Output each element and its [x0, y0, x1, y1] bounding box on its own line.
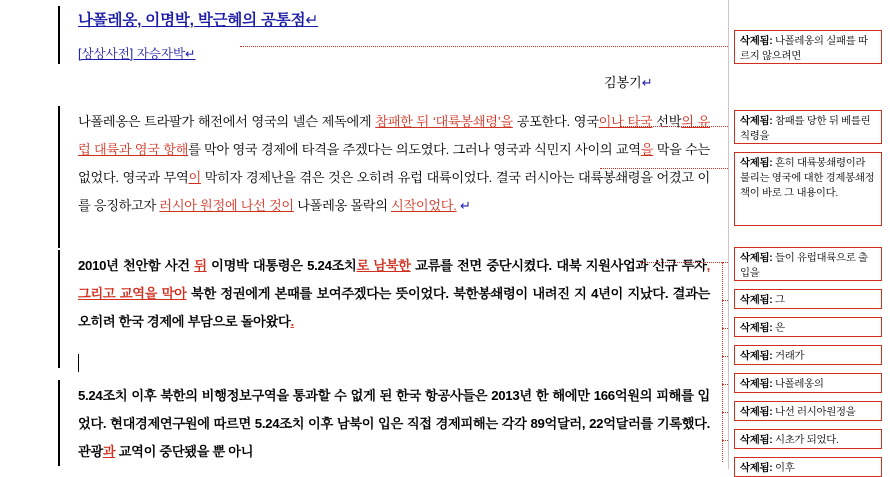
- paragraph-1: 나폴레옹은 트라팔가 해전에서 영국의 넬슨 제독에게 참패한 뒤 ‘대륙봉쇄령’을 공포한다. 영국이나 타국 선박의 유럽 대륙과 영국 항해를 막아 영국 경제에 타격을 주겠다는 의도였다. 그러나 영국과 식민지 사이의 교역을 막을 수는 없었다. 영국과 무역이 막히자 경제난을 겪은 것은 오히려 유럽 대륙이었다. 결국 러시아는 대륙봉쇄령을 어겼고 이를 응징하고자 러시아 원정에 나선 것이 나폴레옹 몰락의 시작이었다. ↵: [78, 114, 711, 213]
- revision-connector: [240, 46, 734, 47]
- revision-balloon[interactable]: 삭제됨: 그: [734, 289, 882, 309]
- author-byline: 김봉기↵: [604, 75, 653, 90]
- revision-connector: [600, 168, 734, 169]
- revision-balloon[interactable]: 삭제됨: 거래가: [734, 345, 882, 365]
- paragraph-3: 5.24조치 이후 북한의 비행정보구역을 통과할 수 없게 된 한국 항공사들은 2013년 한 해에만 166억원의 피해를 입었다. 현대경제연구원에 따르면 5.24조치 이후 남북이 입은 직접 경제피해는 각각 89억달러, 22억달러를 기록했다. 관광과 교역이 중단됐을 뿐 아니: [78, 388, 710, 459]
- revision-balloon[interactable]: 삭제됨: 이후: [734, 457, 882, 477]
- document-title: 나폴레옹, 이명박, 박근혜의 공통점↵: [78, 12, 319, 29]
- text-cursor: [78, 354, 79, 372]
- revision-connector: [620, 126, 734, 127]
- revision-balloon[interactable]: 삭제됨: 나선 러시아원정을: [734, 401, 882, 421]
- revision-balloon[interactable]: 삭제됨: 나폴레옹의: [734, 373, 882, 393]
- revision-balloon[interactable]: 삭제됨: 흔히 대륙봉쇄령이라 불리는 영국에 대한 경제봉쇄정책이 바로 그 내용이다.: [734, 152, 882, 226]
- paragraph-2: 2010년 천안함 사건 뒤 이명박 대통령은 5.24조치로 남북한 교류를 전면 중단시켰다. 대북 지원사업과 신규 투자, 그리고 교역을 막아 북한 정권에게 본때를 보여주겠다는 뜻이었다. 북한봉쇄령이 내려진 지 4년이 지났다. 결과는 오히려 한국 경제에 부담으로 돌아왔다.: [78, 258, 710, 329]
- revision-connector-v: [722, 262, 723, 462]
- revision-balloon[interactable]: 삭제됨: 참패를 당한 뒤 베를린 칙령을: [734, 110, 882, 144]
- revision-connector: [640, 262, 734, 263]
- revision-margin: [728, 0, 890, 469]
- revision-balloon[interactable]: 삭제됨: 시초가 되었다.: [734, 429, 882, 449]
- revision-balloon[interactable]: 삭제됨: 은: [734, 317, 882, 337]
- revision-balloon[interactable]: 삭제됨: 나폴레옹의 실패를 따르지 않으려면: [734, 30, 882, 64]
- document-subtitle: [상상사전] 자승자박↵: [78, 47, 196, 61]
- revision-balloon[interactable]: 삭제됨: 들이 유럽대륙으로 출입을: [734, 247, 882, 281]
